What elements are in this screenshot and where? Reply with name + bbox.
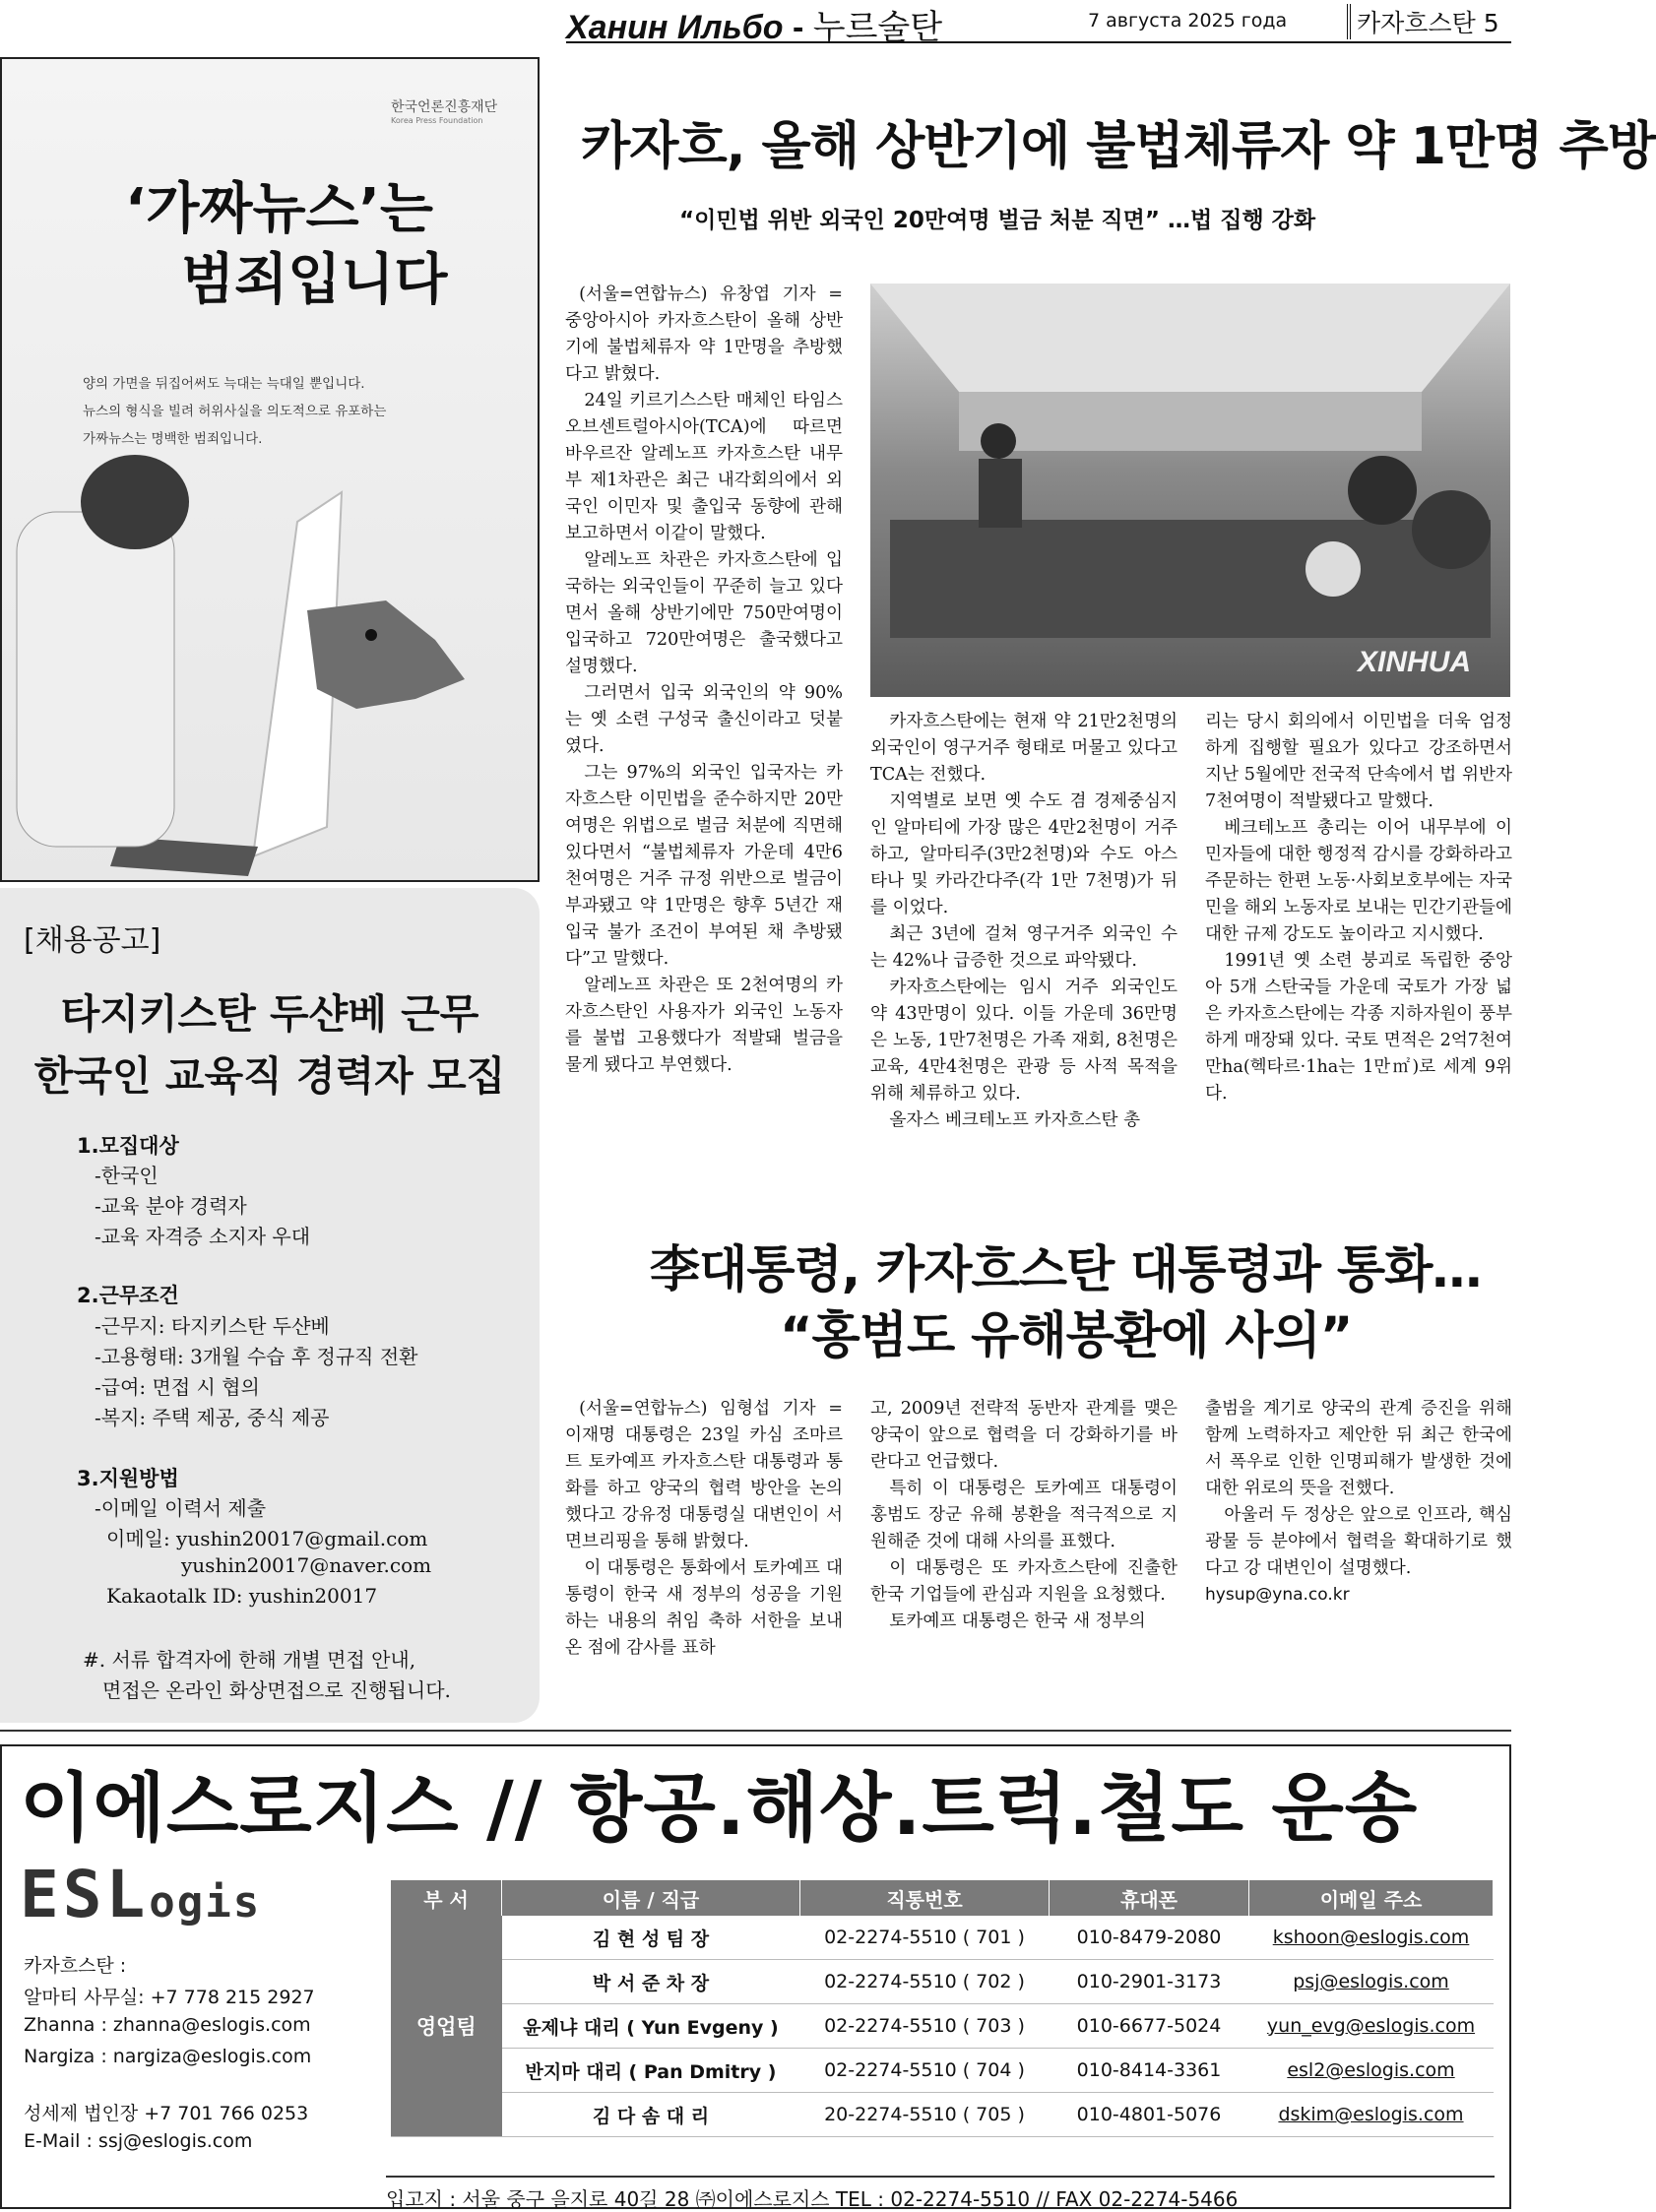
poster-line-3: 가짜뉴스는 명백한 범죄입니다. bbox=[83, 431, 263, 447]
paragraph: 이 대통령은 또 카자흐스탄에 진출한 한국 기업들에 관심과 지원을 요청했다. bbox=[870, 1558, 1178, 1605]
photo-credit: XINHUA bbox=[1357, 646, 1471, 678]
warehouse-address: 입고지 : 서울 중구 을지로 40길 28 ㈜이에스로지스 TEL : 02-2274-5510 // FAX 02-2274-5466 bbox=[386, 2176, 1495, 2212]
article2-byline-email: hysup@yna.co.kr bbox=[1205, 1585, 1350, 1605]
poster-brand-sub: Korea Press Foundation bbox=[391, 116, 483, 125]
poster-line-1: 양의 가면을 뒤집어써도 늑대는 늑대일 뿐입니다. bbox=[83, 376, 365, 392]
paragraph: 알레노프 차관은 또 2천여명의 카자흐스탄인 사용자가 외국인 노동자를 불법 고용했다가 적발돼 벌금을 물게 됐다고 부연했다. bbox=[565, 976, 843, 1075]
article1-column-3 bbox=[1205, 709, 1512, 1197]
produce-stall bbox=[890, 520, 1491, 638]
recruit-email-1: 이메일: yushin20017@gmail.com bbox=[106, 1527, 428, 1550]
recruit-item: -급여: 면접 시 협의 bbox=[95, 1375, 260, 1399]
mobile-cell: 010-2901-3173 bbox=[1050, 1960, 1249, 2004]
poster-title-2: 범죄입니다 bbox=[181, 248, 448, 312]
staff-table-header bbox=[391, 1880, 1494, 1916]
article1-column-1 bbox=[565, 282, 843, 1197]
market-roof bbox=[870, 284, 1510, 392]
name-cell: 반지마 대리 ( Pan Dmitry ) bbox=[502, 2049, 800, 2093]
email-cell[interactable]: kshoon@eslogis.com bbox=[1249, 1916, 1494, 1960]
recruit-item: -복지: 주택 제공, 중식 제공 bbox=[95, 1406, 330, 1429]
contact-email: E-Mail : ssj@eslogis.com bbox=[24, 2130, 253, 2152]
market-photo-illustration bbox=[870, 284, 1510, 697]
poster-illustration bbox=[2, 453, 541, 884]
market-back-wall bbox=[959, 392, 1422, 451]
paragraph: (서울=연합뉴스) 유창엽 기자 = 중앙아시아 카자흐스탄이 올해 상반기에 불법체류자 약 1만명을 추방했다고 밝혔다. bbox=[565, 284, 843, 384]
watermelons bbox=[1412, 490, 1491, 569]
paragraph: 카자흐스탄에는 현재 약 21만2천명의 외국인이 영구거주 형태로 머물고 있다고 TCA는 전했다. bbox=[870, 712, 1178, 785]
recruit-kakao: Kakaotalk ID: yushin20017 bbox=[106, 1584, 378, 1608]
paragraph: 고, 2009년 전략적 동반자 관계를 맺은 양국이 앞으로 협력을 더 강화하기를 바란다고 언급했다. bbox=[870, 1399, 1178, 1472]
contact-country: 카자흐스탄 : bbox=[24, 1955, 127, 1977]
newspaper-name-ru: Ханин Ильбо bbox=[566, 9, 784, 46]
recruit-title-1: 타지키스탄 두샨베 근무 bbox=[60, 990, 479, 1038]
mobile-cell: 010-4801-5076 bbox=[1050, 2093, 1249, 2137]
article2-headline-2: “홍범도 유해봉환에 사의” bbox=[780, 1307, 1353, 1365]
table-row bbox=[391, 1916, 1494, 1960]
recruit-item: -교육 자격증 소지자 우대 bbox=[95, 1225, 311, 1248]
name-cell: 김 다 솜 대 리 bbox=[502, 2093, 800, 2137]
recruit-section-3: 3.지원방법 bbox=[77, 1467, 179, 1490]
article1-column-2 bbox=[870, 709, 1178, 1197]
mobile-cell: 010-8414-3361 bbox=[1050, 2049, 1249, 2093]
article2-column-2 bbox=[870, 1396, 1178, 1721]
paragraph: 베크테노프 총리는 이어 내무부에 이민자들에 대한 행정적 감시를 강화하라고 주문하는 한편 노동·사회보호부에는 자국민을 해외 노동자로 보내는 민간기관들에 대한 규제 강도도 높이라고 지시했다. bbox=[1205, 818, 1512, 944]
email-cell[interactable]: yun_evg@eslogis.com bbox=[1249, 2004, 1494, 2049]
paragraph: 올자스 베크테노프 카자흐스탄 총 bbox=[889, 1110, 1141, 1130]
poster-title-1: ‘가짜뉴스’는 bbox=[125, 177, 434, 241]
paragraph: 아울러 두 정상은 앞으로 인프라, 핵심 광물 등 분야에서 협력을 확대하기로 했다고 강 대변인이 설명했다. bbox=[1205, 1505, 1512, 1578]
header-cell: 부 서 bbox=[391, 1880, 502, 1916]
recruit-item: -고용형태: 3개월 수습 후 정규직 전환 bbox=[95, 1345, 418, 1368]
article2-headline-1: 李대통령, 카자흐스탄 대통령과 통화… bbox=[650, 1241, 1482, 1299]
section-divider bbox=[0, 1730, 1511, 1732]
paragraph: 리는 당시 회의에서 이민법을 더욱 엄정하게 집행할 필요가 있다고 강조하면서 지난 5월에만 전국적 단속에서 법 위반자 7천여명이 적발됐다고 말했다. bbox=[1205, 712, 1512, 811]
mobile-cell: 010-6677-5024 bbox=[1050, 2004, 1249, 2049]
table-row bbox=[391, 2049, 1494, 2093]
phone-cell: 02-2274-5510 ( 701 ) bbox=[800, 1916, 1050, 1960]
phone-cell: 02-2274-5510 ( 702 ) bbox=[800, 1960, 1050, 2004]
contact-office: 알마티 사무실: +7 778 215 2927 bbox=[24, 1987, 315, 2008]
recruit-email-2: yushin20017@naver.com bbox=[181, 1553, 432, 1577]
header-cell: 휴대폰 bbox=[1050, 1880, 1249, 1916]
job-recruitment-box bbox=[0, 888, 540, 1723]
poster-brand: 한국언론진흥재단 bbox=[391, 99, 498, 115]
wolf-eye bbox=[365, 629, 377, 641]
melons bbox=[1348, 456, 1417, 525]
name-cell: 박 서 준 차 장 bbox=[502, 1960, 800, 2004]
header-cell: 직통번호 bbox=[800, 1880, 1050, 1916]
phone-cell: 02-2274-5510 ( 703 ) bbox=[800, 2004, 1050, 2049]
paragraph: 이 대통령은 통화에서 토카예프 대통령이 한국 새 정부의 성공을 기원하는 내용의 취임 축하 서한을 보내온 점에 감사를 표하 bbox=[565, 1558, 843, 1658]
contact-director: 성세제 법인장 +7 701 766 0253 bbox=[24, 2103, 309, 2124]
recruit-section-2: 2.근무조건 bbox=[77, 1284, 179, 1307]
newspaper-name-dash: - bbox=[783, 9, 813, 46]
email-cell[interactable]: esl2@eslogis.com bbox=[1249, 2049, 1494, 2093]
team-cell: 영업팀 bbox=[391, 1916, 502, 2137]
newspaper-city: 누르술탄 bbox=[812, 9, 943, 46]
paragraph: 1991년 옛 소련 붕괴로 독립한 중앙아 5개 스탄국들 가운데 국토가 가장 넓은 카자흐스탄에는 각종 지하자원이 풍부하게 매장돼 있다. 국토 면적은 2억7천여만ha(헥타르·1ha는 1만㎡)로 세계 9위다. bbox=[1205, 951, 1512, 1104]
fake-news-poster bbox=[0, 57, 540, 882]
paragraph: 알레노프 차관은 카자흐스탄에 입국하는 외국인들이 꾸준히 늘고 있다면서 올해 상반기에만 750만여명이 입국하고 720만여명은 출국했다고 설명했다. bbox=[565, 550, 843, 676]
melon-pale bbox=[1306, 541, 1361, 597]
header-cell: 이메일 주소 bbox=[1249, 1880, 1494, 1916]
recruit-title-2: 한국인 교육직 경력자 모집 bbox=[33, 1052, 506, 1100]
wolf-head-icon bbox=[307, 600, 465, 709]
recruit-item: -한국인 bbox=[95, 1164, 159, 1187]
article2-column-3 bbox=[1205, 1396, 1512, 1721]
table-row bbox=[391, 2004, 1494, 2049]
eslogis-logo bbox=[20, 1857, 261, 1932]
recruit-note-2: 면접은 온라인 화상면접으로 진행됩니다. bbox=[102, 1678, 451, 1702]
paragraph: 출범을 계기로 양국의 관계 증진을 위해 함께 노력하자고 제안한 뒤 최근 한국에서 폭우로 인한 인명피해가 발생한 것에 대한 위로의 뜻을 전했다. bbox=[1205, 1399, 1512, 1498]
table-row bbox=[391, 1960, 1494, 2004]
paragraph: 카자흐스탄에는 임시 거주 외국인도 약 43만명이 있다. 이들 가운데 36만명은 노동, 1만7천명은 가족 재회, 8천명은 교육, 4만4천명은 관광 등 사적 목적을 위해 체류하고 있다. bbox=[870, 978, 1178, 1104]
paragraph: 24일 키르기스스탄 매체인 타임스오브센트럴아시아(TCA)에 따르면 바우르잔 알레노프 카자흐스탄 내무부 제1차관은 최근 내각회의에서 외국인 이민자 및 출입국 동향에 관해 보고하면서 이같이 말했다. bbox=[565, 391, 843, 543]
contact-zhanna: Zhanna : zhanna@eslogis.com bbox=[24, 2014, 311, 2036]
table-row bbox=[391, 2093, 1494, 2137]
person-head bbox=[81, 455, 189, 549]
contact-nargiza: Nargiza : nargiza@eslogis.com bbox=[24, 2046, 312, 2067]
recruit-section-1: 1.모집대상 bbox=[77, 1134, 179, 1158]
phone-cell: 02-2274-5510 ( 704 ) bbox=[800, 2049, 1050, 2093]
paragraph: 토카예프 대통령은 한국 새 정부의 bbox=[889, 1612, 1146, 1631]
paragraph: 그는 97%의 외국인 입국자는 카자흐스탄 이민법을 준수하지만 20만여명은 위법으로 벌금 처분에 직면해 있다면서 “불법체류자 가운데 4만6천여명은 거주 규정 위반으로 벌금이 부과됐고 약 1만명은 향후 5년간 재입국 불가 조건이 부여된 채 추방됐다”고 말했다. bbox=[565, 763, 843, 969]
paragraph: 지역별로 보면 옛 수도 겸 경제중심지인 알마티에 가장 많은 4만2천명이 거주하고, 알마티주(3만2천명)와 수도 아스타나 및 카라간다주(각 1만 7천명)가 뒤를 이었다. bbox=[870, 791, 1178, 917]
email-cell[interactable]: dskim@eslogis.com bbox=[1249, 2093, 1494, 2137]
article1-subhead: “이민법 위반 외국인 20만여명 벌금 처분 직면” …법 집행 강화 bbox=[679, 208, 1316, 233]
paragraph: (서울=연합뉴스) 임형섭 기자 = 이재명 대통령은 23일 카심 조마르트 토카예프 카자흐스탄 대통령과 통화를 하고 양국의 협력 방안을 논의했다고 강유정 대통령실 대변인이 서면브리핑을 통해 밝혔다. bbox=[565, 1399, 843, 1551]
name-cell: 윤제냐 대리 ( Yun Evgeny ) bbox=[502, 2004, 800, 2049]
ad-title: 이에스로지스 // 항공.해상.트럭.철도 운송 bbox=[20, 1764, 1419, 1852]
article2-column-1 bbox=[565, 1396, 843, 1721]
logo-text-big: ESL bbox=[20, 1857, 150, 1932]
mobile-cell: 010-8479-2080 bbox=[1050, 1916, 1249, 1960]
poster-line-2: 뉴스의 형식을 빌려 허위사실을 의도적으로 유포하는 bbox=[83, 404, 387, 419]
recruit-item: -근무지: 타지키스탄 두샨베 bbox=[95, 1314, 330, 1338]
recruit-item: -교육 분야 경력자 bbox=[95, 1194, 247, 1218]
name-cell: 김 현 성 팀 장 bbox=[502, 1916, 800, 1960]
phone-cell: 20-2274-5510 ( 705 ) bbox=[800, 2093, 1050, 2137]
recruit-item: -이메일 이력서 제출 bbox=[95, 1496, 267, 1520]
logo-text-small: ogis bbox=[149, 1877, 262, 1928]
market-photo bbox=[870, 284, 1510, 697]
article1-headline: 카자흐, 올해 상반기에 불법체류자 약 1만명 추방 bbox=[581, 117, 1656, 176]
eslogis-ad bbox=[0, 1744, 1511, 2209]
issue-date: 7 августа 2025 года bbox=[1088, 10, 1288, 32]
vendor-body bbox=[979, 459, 1022, 528]
header-cell: 이름 / 직급 bbox=[502, 1880, 800, 1916]
recruit-tag: [채용공고] bbox=[24, 923, 161, 958]
vendor-head bbox=[981, 423, 1016, 459]
staff-table bbox=[391, 1880, 1494, 2137]
header-rule bbox=[566, 41, 1511, 43]
person-shirt bbox=[17, 512, 174, 847]
paragraph: 그러면서 입국 외국인의 약 90%는 옛 소련 구성국 출신이라고 덧붙였다. bbox=[565, 683, 843, 756]
recruit-note-1: #. 서류 합격자에 한해 개별 면접 안내, bbox=[83, 1648, 416, 1672]
page-label: 카자흐스탄 5 bbox=[1347, 4, 1499, 39]
paragraph: 최근 3년에 걸쳐 영구거주 외국인 수는 42%나 급증한 것으로 파악됐다. bbox=[870, 924, 1178, 971]
paragraph: 특히 이 대통령은 토카예프 대통령이 홍범도 장군 유해 봉환을 적극적으로 지원해준 것에 대해 사의를 표했다. bbox=[870, 1479, 1178, 1551]
email-cell[interactable]: psj@eslogis.com bbox=[1249, 1960, 1494, 2004]
